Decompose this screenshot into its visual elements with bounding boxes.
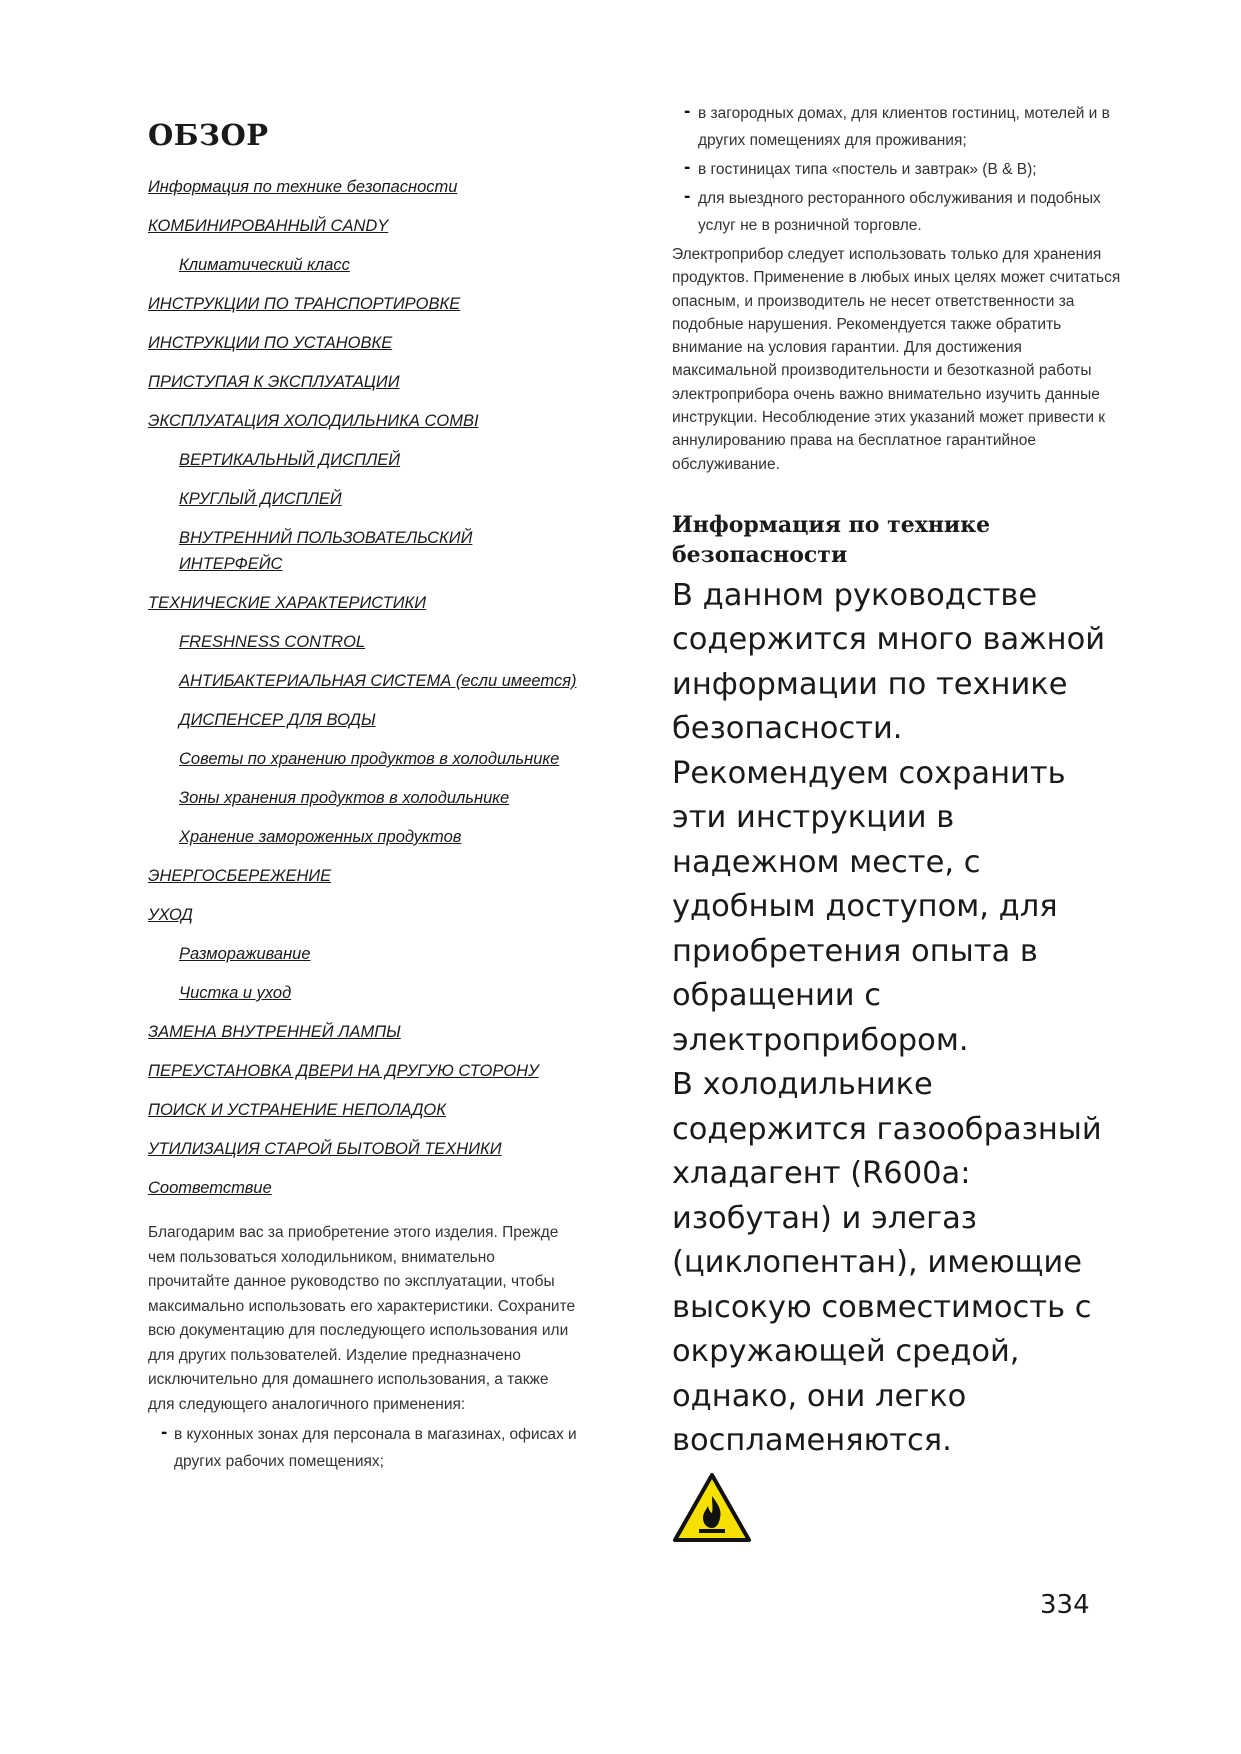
list-item: - в загородных домах, для клиентов гостиниц, мотелей и в других помещениях для проживания;	[672, 100, 1122, 154]
toc-link[interactable]: ЭКСПЛУАТАЦИЯ ХОЛОДИЛЬНИКА COMBI	[148, 412, 479, 430]
intro-paragraph: Благодарим вас за приобретение этого изделия. Прежде чем пользоваться холодильником, внимательно прочитайте данное руководство по эксплуатации, чтобы максимально использовать его характеристики. Сохраните всю документацию для последующего использования или для других пользователей. Изделие предназначено исключительно для домашнего использования, а также для следующего аналогичного применения:	[148, 1224, 576, 1413]
toc-link[interactable]: ЭНЕРГОСБЕРЕЖЕНИЕ	[148, 867, 332, 885]
toc-link[interactable]: ПЕРЕУСТАНОВКА ДВЕРИ НА ДРУГУЮ СТОРОНУ	[148, 1062, 539, 1080]
toc-link[interactable]: УТИЛИЗАЦИЯ СТАРОЙ БЫТОВОЙ ТЕХНИКИ	[148, 1140, 502, 1158]
list-item: - в кухонных зонах для персонала в магазинах, офисах и других рабочих помещениях;	[148, 1421, 578, 1475]
toc-link[interactable]: ИНСТРУКЦИИ ПО ТРАНСПОРТИРОВКЕ	[148, 295, 461, 313]
page-title: ОБЗОР	[148, 118, 269, 152]
list-item: - для выездного ресторанного обслуживания и подобных услуг не в розничной торговле.	[672, 185, 1122, 239]
table-of-contents	[148, 174, 578, 1201]
toc-link[interactable]: ВЕРТИКАЛЬНЫЙ ДИСПЛЕЙ	[179, 451, 401, 469]
flammable-warning-icon	[672, 1472, 752, 1544]
toc-link[interactable]: ИНСТРУКЦИИ ПО УСТАНОВКЕ	[148, 334, 393, 352]
usage-list-left	[148, 1421, 578, 1475]
toc-link[interactable]: Советы по хранению продуктов в холодильнике	[179, 750, 560, 768]
usage-paragraph: Электроприбор следует использовать только для хранения продуктов. Применение в любых иных целях может считаться опасным, и производитель не несет ответственности за подобные нарушения. Рекомендуется также обратить внимание на условия гарантии. Для достижения максимальной производительности и безотказной работы электроприбора очень важно внимательно изучить данные инструкции. Несоблюдение этих указаний может привести к аннулированию права на бесплатное гарантийное обслуживание.	[672, 246, 1121, 473]
right-column	[672, 96, 1122, 1544]
toc-link[interactable]: Чистка и уход	[179, 984, 292, 1002]
toc-link[interactable]: Соответствие	[148, 1179, 272, 1197]
toc-link[interactable]: Зоны хранения продуктов в холодильнике	[179, 789, 510, 807]
left-column	[148, 118, 578, 1475]
toc-link[interactable]: FRESHNESS CONTROL	[179, 633, 366, 651]
safety-text-1: В данном руководстве содержится много важной информации по технике безопасности. Рекомендуем сохранить эти инструкции в надежном месте, с удобным доступом, для приобретения опыта в обращении с электроприбором.	[672, 577, 1106, 1058]
toc-link[interactable]: ТЕХНИЧЕСКИЕ ХАРАКТЕРИСТИКИ	[148, 594, 427, 612]
usage-list-right	[672, 100, 1122, 239]
toc-link[interactable]: ВНУТРЕННИЙ ПОЛЬЗОВАТЕЛЬСКИЙ ИНТЕРФЕЙС	[179, 529, 473, 573]
toc-link[interactable]: КРУГЛЫЙ ДИСПЛЕЙ	[179, 490, 342, 508]
toc-link[interactable]: АНТИБАКТЕРИАЛЬНАЯ СИСТЕМА (если имеется)	[179, 672, 577, 690]
toc-link[interactable]: Климатический класс	[179, 256, 350, 274]
toc-link[interactable]: КОМБИНИРОВАННЫЙ CANDY	[148, 217, 389, 235]
toc-link[interactable]: ПРИСТУПАЯ К ЭКСПЛУАТАЦИИ	[148, 373, 400, 391]
toc-link[interactable]: Информация по технике безопасности	[148, 178, 458, 196]
toc-link[interactable]: Размораживание	[179, 945, 311, 963]
toc-link[interactable]: УХОД	[148, 906, 193, 924]
safety-text-2: В холодильнике содержится газообразный хладагент (R600a: изобутан) и элегаз (циклопентан), имеющие высокую совместимость с окружающей средой, однако, они легко воспламеняются.	[672, 1067, 1102, 1459]
safety-section-title: Информация по технике безопасности	[672, 511, 991, 568]
toc-link[interactable]: ПОИСК И УСТРАНЕНИЕ НЕПОЛАДОК	[148, 1101, 446, 1119]
page-number: 334	[1040, 1590, 1090, 1620]
list-item: - в гостиницах типа «постель и завтрак» (B & B);	[672, 156, 1122, 183]
toc-link[interactable]: ДИСПЕНСЕР ДЛЯ ВОДЫ	[179, 711, 376, 729]
toc-link[interactable]: Хранение замороженных продуктов	[179, 828, 462, 846]
toc-link[interactable]: ЗАМЕНА ВНУТРЕННЕЙ ЛАМПЫ	[148, 1023, 401, 1041]
